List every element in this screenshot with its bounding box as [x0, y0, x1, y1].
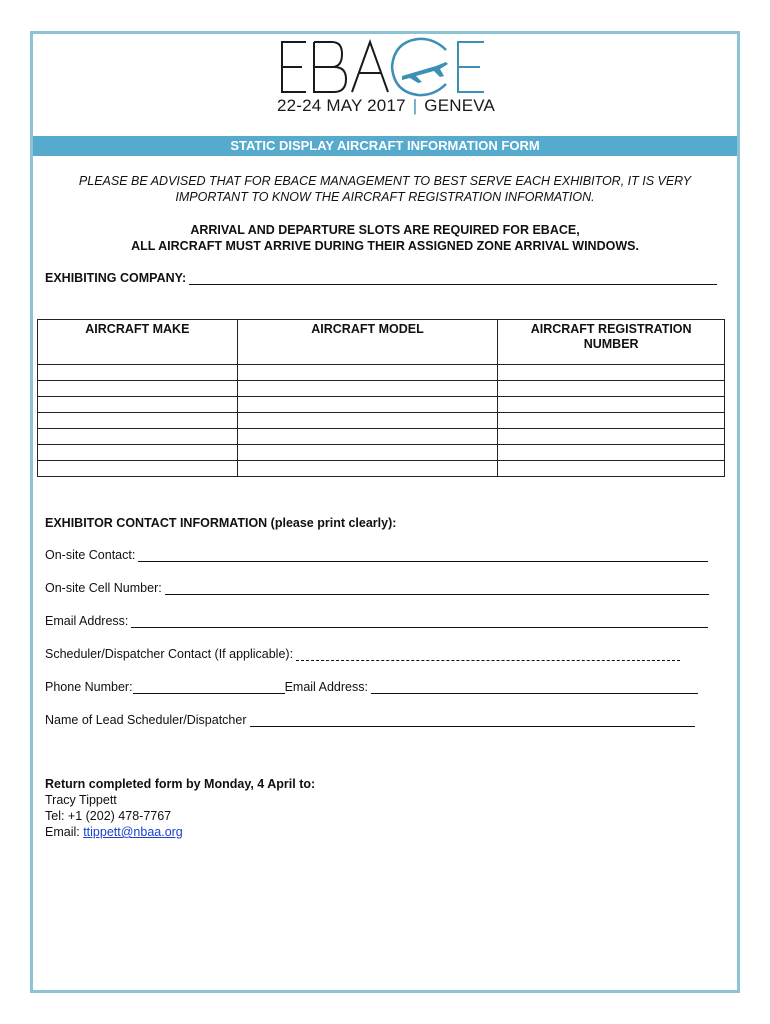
make-cell[interactable] [38, 429, 238, 445]
phone-email-row [45, 680, 698, 694]
registration-cell[interactable] [498, 381, 725, 397]
header-aircraft-registration: AIRCRAFT REGISTRATION NUMBER [498, 320, 725, 365]
exhibiting-company-row [45, 270, 717, 285]
table-row [38, 413, 725, 429]
model-cell[interactable] [237, 365, 498, 381]
return-heading: Return completed form by Monday, 4 April to: [45, 777, 316, 791]
model-cell[interactable] [237, 413, 498, 429]
registration-cell[interactable] [498, 365, 725, 381]
onsite-cell-label: On-site Cell Number: [45, 581, 162, 595]
make-cell[interactable] [38, 413, 238, 429]
email2-field[interactable] [371, 680, 698, 694]
onsite-cell-field[interactable] [165, 581, 709, 595]
aircraft-table [37, 319, 725, 477]
lead-scheduler-field[interactable] [250, 713, 695, 727]
phone-field[interactable] [133, 680, 285, 694]
registration-cell[interactable] [498, 461, 725, 477]
header-aircraft-model: AIRCRAFT MODEL [237, 320, 498, 365]
return-contact-name: Tracy Tippett [45, 793, 117, 807]
slots-line-2: ALL AIRCRAFT MUST ARRIVE DURING THEIR ASSIGNED ZONE ARRIVAL WINDOWS. [131, 239, 639, 253]
model-cell[interactable] [237, 461, 498, 477]
event-location: GENEVA [424, 96, 496, 115]
slots-line-1: ARRIVAL AND DEPARTURE SLOTS ARE REQUIRED FOR EBACE, [190, 223, 580, 237]
phone-label: Phone Number: [45, 680, 133, 694]
table-row [38, 429, 725, 445]
table-row [38, 381, 725, 397]
make-cell[interactable] [38, 461, 238, 477]
make-cell[interactable] [38, 445, 238, 461]
lead-scheduler-row [45, 713, 695, 727]
make-cell[interactable] [38, 365, 238, 381]
registration-cell[interactable] [498, 445, 725, 461]
model-cell[interactable] [237, 445, 498, 461]
exhibiting-company-label: EXHIBITING COMPANY: [45, 271, 187, 285]
scheduler-field[interactable] [296, 647, 680, 661]
header-aircraft-make: AIRCRAFT MAKE [38, 320, 238, 365]
return-contact-tel: Tel: +1 (202) 478-7767 [45, 809, 172, 823]
date-separator: | [412, 96, 418, 115]
onsite-cell-row [45, 581, 709, 595]
email-row [45, 614, 708, 628]
table-row [38, 365, 725, 381]
scheduler-row [45, 647, 680, 661]
return-email-link[interactable]: ttippett@nbaa.org [83, 825, 183, 839]
scheduler-label: Scheduler/Dispatcher Contact (If applicable): [45, 647, 294, 661]
email2-label: Email Address: [284, 680, 368, 694]
return-email-label: Email: [45, 825, 84, 839]
table-row [38, 461, 725, 477]
event-date-location [276, 96, 496, 116]
email-field[interactable] [131, 614, 708, 628]
model-cell[interactable] [237, 381, 498, 397]
event-date: 22-24 MAY 2017 [276, 96, 406, 115]
registration-cell[interactable] [498, 413, 725, 429]
advisory-text [40, 173, 730, 205]
table-row [38, 445, 725, 461]
model-cell[interactable] [237, 397, 498, 413]
registration-cell[interactable] [498, 429, 725, 445]
exhibiting-company-field[interactable] [189, 270, 717, 285]
onsite-contact-field[interactable] [138, 548, 708, 562]
make-cell[interactable] [38, 397, 238, 413]
form-title-banner [33, 136, 737, 156]
slots-notice [40, 222, 730, 254]
email-label: Email Address: [45, 614, 129, 628]
advisory-line-1: PLEASE BE ADVISED THAT FOR EBACE MANAGEMENT TO BEST SERVE EACH EXHIBITOR, IT IS VERY [78, 174, 692, 188]
onsite-contact-row [45, 548, 708, 562]
contact-heading: EXHIBITOR CONTACT INFORMATION (please print clearly): [45, 516, 397, 530]
table-header-row [38, 320, 725, 365]
onsite-contact-label: On-site Contact: [45, 548, 136, 562]
table-row [38, 397, 725, 413]
form-title: STATIC DISPLAY AIRCRAFT INFORMATION FORM [230, 138, 540, 153]
registration-cell[interactable] [498, 397, 725, 413]
return-info [45, 776, 315, 840]
advisory-line-2: IMPORTANT TO KNOW THE AIRCRAFT REGISTRATION INFORMATION. [175, 190, 595, 204]
model-cell[interactable] [237, 429, 498, 445]
make-cell[interactable] [38, 381, 238, 397]
lead-scheduler-label: Name of Lead Scheduler/Dispatcher [45, 713, 247, 727]
return-contact-email-row [45, 824, 315, 840]
